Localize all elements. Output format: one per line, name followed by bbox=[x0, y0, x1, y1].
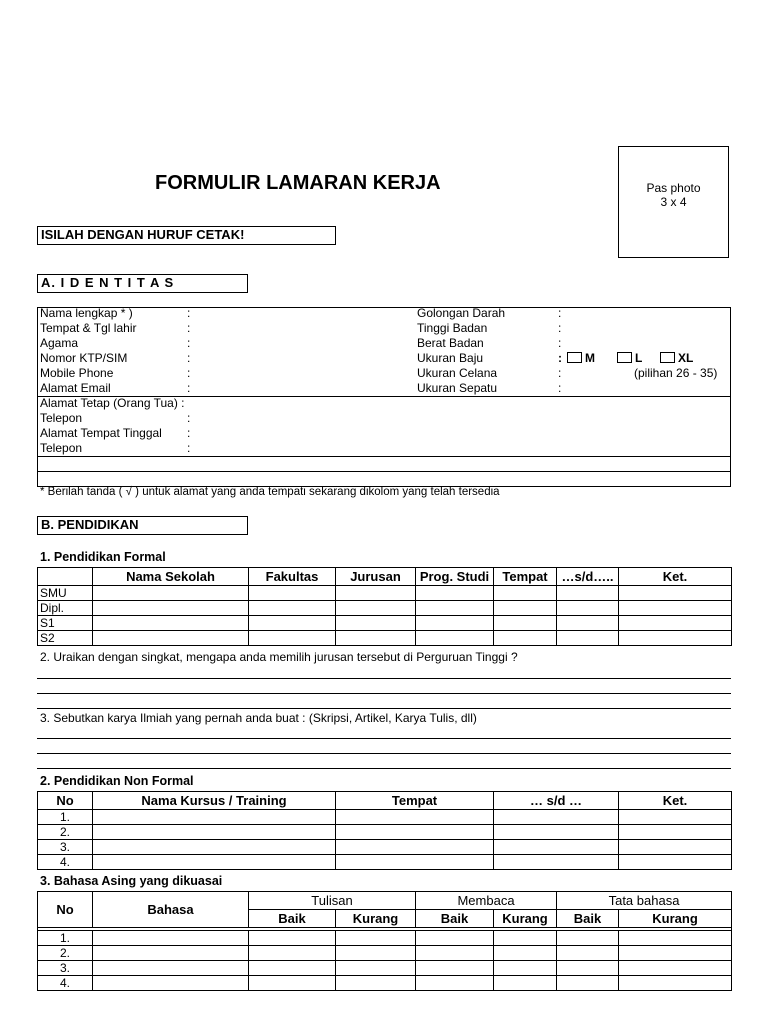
form-title: FORMULIR LAMARAN KERJA bbox=[155, 172, 441, 194]
cell[interactable] bbox=[249, 976, 336, 991]
formal-education-table bbox=[37, 567, 732, 646]
col-nama-kursus: Nama Kursus / Training bbox=[93, 792, 336, 810]
cell[interactable] bbox=[494, 616, 557, 631]
cell[interactable] bbox=[416, 931, 494, 946]
cell[interactable] bbox=[557, 961, 619, 976]
field-alamat-tetap[interactable]: Alamat Tetap (Orang Tua) : bbox=[40, 396, 185, 410]
cell[interactable] bbox=[557, 946, 619, 961]
table-header-row bbox=[38, 892, 732, 910]
cell[interactable] bbox=[336, 825, 494, 840]
row-level: S2 bbox=[38, 631, 93, 646]
checkbox-icon[interactable] bbox=[660, 352, 675, 363]
celana-note: (pilihan 26 - 35) bbox=[634, 366, 718, 380]
row-number: 1. bbox=[38, 931, 93, 946]
cell[interactable] bbox=[494, 810, 619, 825]
language-table bbox=[37, 891, 732, 991]
colon: : bbox=[558, 366, 562, 380]
field-ttl[interactable]: Tempat & Tgl lahir bbox=[40, 321, 137, 335]
row-level: SMU bbox=[38, 586, 93, 601]
colon: : bbox=[187, 321, 191, 335]
cell[interactable] bbox=[336, 586, 416, 601]
cell[interactable] bbox=[494, 825, 619, 840]
cell[interactable] bbox=[619, 601, 732, 616]
col-nama-sekolah: Nama Sekolah bbox=[93, 568, 249, 586]
cell[interactable] bbox=[557, 616, 619, 631]
cell[interactable] bbox=[494, 855, 619, 870]
cell[interactable] bbox=[619, 586, 732, 601]
row-number: 4. bbox=[38, 976, 93, 991]
row-number: 1. bbox=[38, 810, 93, 825]
table-row[interactable] bbox=[38, 946, 732, 961]
col-ket: Ket. bbox=[619, 792, 732, 810]
table-row[interactable] bbox=[38, 631, 732, 646]
cell[interactable] bbox=[619, 631, 732, 646]
cell[interactable] bbox=[336, 840, 494, 855]
question-2: 2. Uraikan dengan singkat, mengapa anda memilih jurusan tersebut di Perguruan Tinggi ? bbox=[40, 650, 518, 664]
colon: : bbox=[187, 351, 191, 365]
cell[interactable] bbox=[416, 976, 494, 991]
formal-heading: 1. Pendidikan Formal bbox=[40, 550, 166, 564]
field-telepon-1[interactable]: Telepon bbox=[40, 411, 83, 425]
col-tempat: Tempat bbox=[494, 568, 557, 586]
cell[interactable] bbox=[494, 976, 557, 991]
checkbox-icon[interactable] bbox=[567, 352, 582, 363]
cell[interactable] bbox=[93, 631, 249, 646]
table-header-row bbox=[38, 792, 732, 810]
field-email[interactable]: Alamat Email bbox=[40, 381, 111, 395]
row-number: 2. bbox=[38, 946, 93, 961]
table-row[interactable] bbox=[38, 931, 732, 946]
question-3: 3. Sebutkan karya Ilmiah yang pernah anda buat : (Skripsi, Artikel, Karya Tulis, dll) bbox=[40, 711, 477, 725]
cell[interactable] bbox=[619, 855, 732, 870]
cell[interactable] bbox=[336, 855, 494, 870]
table-row[interactable] bbox=[38, 601, 732, 616]
cell[interactable] bbox=[494, 946, 557, 961]
section-b-title: B. PENDIDIKAN bbox=[37, 516, 248, 535]
cell[interactable] bbox=[557, 631, 619, 646]
cell[interactable] bbox=[619, 946, 732, 961]
col-level bbox=[38, 568, 93, 586]
answer-line[interactable] bbox=[37, 738, 731, 739]
table-row[interactable] bbox=[38, 840, 732, 855]
colon: : bbox=[187, 366, 191, 380]
col-no: No bbox=[38, 892, 93, 928]
colon: : bbox=[187, 306, 191, 320]
section-a-title: A. I D E N T I T A S bbox=[37, 274, 248, 293]
cell[interactable] bbox=[557, 976, 619, 991]
row-number: 3. bbox=[38, 840, 93, 855]
nonformal-heading: 2. Pendidikan Non Formal bbox=[40, 774, 194, 788]
row-number: 2. bbox=[38, 825, 93, 840]
col-sd: … s/d … bbox=[494, 792, 619, 810]
cell[interactable] bbox=[619, 961, 732, 976]
answer-line[interactable] bbox=[37, 708, 731, 709]
cell[interactable] bbox=[249, 601, 336, 616]
field-alamat-tinggal[interactable]: Alamat Tempat Tinggal bbox=[40, 426, 162, 440]
cell[interactable] bbox=[416, 961, 494, 976]
cell[interactable] bbox=[494, 601, 557, 616]
baju-size-xl[interactable] bbox=[660, 351, 693, 366]
col-kurang: Kurang bbox=[619, 910, 732, 928]
col-prog-studi: Prog. Studi bbox=[416, 568, 494, 586]
colon: : bbox=[558, 306, 562, 320]
colon: : bbox=[558, 336, 562, 350]
baju-size-l[interactable] bbox=[617, 351, 642, 366]
table-row[interactable] bbox=[38, 586, 732, 601]
bahasa-heading: 3. Bahasa Asing yang dikuasai bbox=[40, 874, 223, 888]
size-label: XL bbox=[678, 351, 694, 365]
cell[interactable] bbox=[93, 601, 249, 616]
photo-box bbox=[618, 146, 729, 258]
col-bahasa: Bahasa bbox=[93, 892, 249, 928]
cell[interactable] bbox=[494, 586, 557, 601]
photo-size: 3 x 4 bbox=[660, 195, 687, 209]
cell[interactable] bbox=[416, 616, 494, 631]
colon: : bbox=[187, 441, 191, 455]
col-tempat: Tempat bbox=[336, 792, 494, 810]
cell[interactable] bbox=[93, 810, 336, 825]
colon: : bbox=[187, 336, 191, 350]
field-berat[interactable]: Berat Badan bbox=[417, 336, 484, 350]
field-ukuran-baju[interactable]: Ukuran Baju bbox=[417, 351, 484, 365]
col-baik: Baik bbox=[249, 910, 336, 928]
cell[interactable] bbox=[93, 946, 249, 961]
col-kurang: Kurang bbox=[494, 910, 557, 928]
table-header-row bbox=[38, 568, 732, 586]
col-membaca: Membaca bbox=[416, 892, 557, 910]
cell[interactable] bbox=[93, 840, 336, 855]
cell[interactable] bbox=[494, 631, 557, 646]
col-ket: Ket. bbox=[619, 568, 732, 586]
cell[interactable] bbox=[336, 976, 416, 991]
table-row[interactable] bbox=[38, 825, 732, 840]
cell[interactable] bbox=[336, 631, 416, 646]
cell[interactable] bbox=[416, 631, 494, 646]
size-label: M bbox=[585, 351, 595, 365]
col-jurusan: Jurusan bbox=[336, 568, 416, 586]
cell[interactable] bbox=[619, 931, 732, 946]
col-tata-bahasa: Tata bahasa bbox=[557, 892, 732, 910]
field-nama[interactable]: Nama lengkap * ) bbox=[40, 306, 133, 320]
field-ukuran-celana[interactable]: Ukuran Celana bbox=[417, 366, 498, 380]
cell[interactable] bbox=[557, 931, 619, 946]
row-level: S1 bbox=[38, 616, 93, 631]
photo-label: Pas photo bbox=[646, 181, 701, 195]
cell[interactable] bbox=[93, 586, 249, 601]
col-sd: …s/d….. bbox=[557, 568, 619, 586]
answer-line[interactable] bbox=[37, 693, 731, 694]
table-row[interactable] bbox=[38, 976, 732, 991]
answer-line[interactable] bbox=[37, 753, 731, 754]
cell[interactable] bbox=[336, 616, 416, 631]
cell[interactable] bbox=[336, 601, 416, 616]
address-footnote: * Berilah tanda ( √ ) untuk alamat yang anda tempati sekarang dikolom yang telah tersedia bbox=[40, 486, 500, 498]
answer-line[interactable] bbox=[37, 678, 731, 679]
field-agama[interactable]: Agama bbox=[40, 336, 79, 350]
col-baik: Baik bbox=[416, 910, 494, 928]
cell[interactable] bbox=[494, 961, 557, 976]
cell[interactable] bbox=[93, 976, 249, 991]
row-number: 3. bbox=[38, 961, 93, 976]
col-kurang: Kurang bbox=[336, 910, 416, 928]
col-tulisan: Tulisan bbox=[249, 892, 416, 910]
cell[interactable] bbox=[619, 976, 732, 991]
colon: : bbox=[187, 426, 191, 440]
cell[interactable] bbox=[93, 825, 336, 840]
col-fakultas: Fakultas bbox=[249, 568, 336, 586]
cell[interactable] bbox=[249, 961, 336, 976]
field-golongan-darah[interactable]: Golongan Darah bbox=[417, 306, 506, 320]
table-row[interactable] bbox=[38, 961, 732, 976]
cell[interactable] bbox=[93, 616, 249, 631]
cell[interactable] bbox=[249, 586, 336, 601]
col-baik: Baik bbox=[557, 910, 619, 928]
baju-size-m[interactable] bbox=[567, 351, 595, 366]
field-tinggi[interactable]: Tinggi Badan bbox=[417, 321, 488, 335]
colon: : bbox=[558, 381, 562, 395]
colon: : bbox=[187, 381, 191, 395]
cell[interactable] bbox=[416, 946, 494, 961]
colon: : bbox=[558, 321, 562, 335]
checkbox-icon[interactable] bbox=[617, 352, 632, 363]
table-row[interactable] bbox=[38, 855, 732, 870]
answer-line[interactable] bbox=[37, 768, 731, 769]
cell[interactable] bbox=[249, 931, 336, 946]
cell[interactable] bbox=[557, 586, 619, 601]
field-mobile[interactable]: Mobile Phone bbox=[40, 366, 114, 380]
row-number: 4. bbox=[38, 855, 93, 870]
cell[interactable] bbox=[619, 840, 732, 855]
field-telepon-2[interactable]: Telepon bbox=[40, 441, 83, 455]
cell[interactable] bbox=[416, 586, 494, 601]
cell[interactable] bbox=[619, 825, 732, 840]
cell[interactable] bbox=[557, 601, 619, 616]
cell[interactable] bbox=[336, 946, 416, 961]
cell[interactable] bbox=[249, 631, 336, 646]
cell[interactable] bbox=[336, 961, 416, 976]
cell[interactable] bbox=[494, 840, 619, 855]
cell[interactable] bbox=[336, 810, 494, 825]
cell[interactable] bbox=[416, 601, 494, 616]
nonformal-education-table bbox=[37, 791, 732, 870]
field-ukuran-sepatu[interactable]: Ukuran Sepatu bbox=[417, 381, 498, 395]
cell[interactable] bbox=[619, 616, 732, 631]
cell[interactable] bbox=[249, 946, 336, 961]
cell[interactable] bbox=[93, 931, 249, 946]
cell[interactable] bbox=[93, 961, 249, 976]
table-row[interactable] bbox=[38, 810, 732, 825]
field-ktp[interactable]: Nomor KTP/SIM bbox=[40, 351, 128, 365]
cell[interactable] bbox=[619, 810, 732, 825]
colon: : bbox=[187, 411, 191, 425]
cell[interactable] bbox=[494, 931, 557, 946]
row-level: Dipl. bbox=[38, 601, 93, 616]
cell[interactable] bbox=[93, 855, 336, 870]
colon: : bbox=[558, 351, 562, 365]
instruction-box: ISILAH DENGAN HURUF CETAK! bbox=[37, 226, 336, 245]
cell[interactable] bbox=[336, 931, 416, 946]
size-label: L bbox=[635, 351, 643, 365]
cell[interactable] bbox=[249, 616, 336, 631]
col-no: No bbox=[38, 792, 93, 810]
table-row[interactable] bbox=[38, 616, 732, 631]
